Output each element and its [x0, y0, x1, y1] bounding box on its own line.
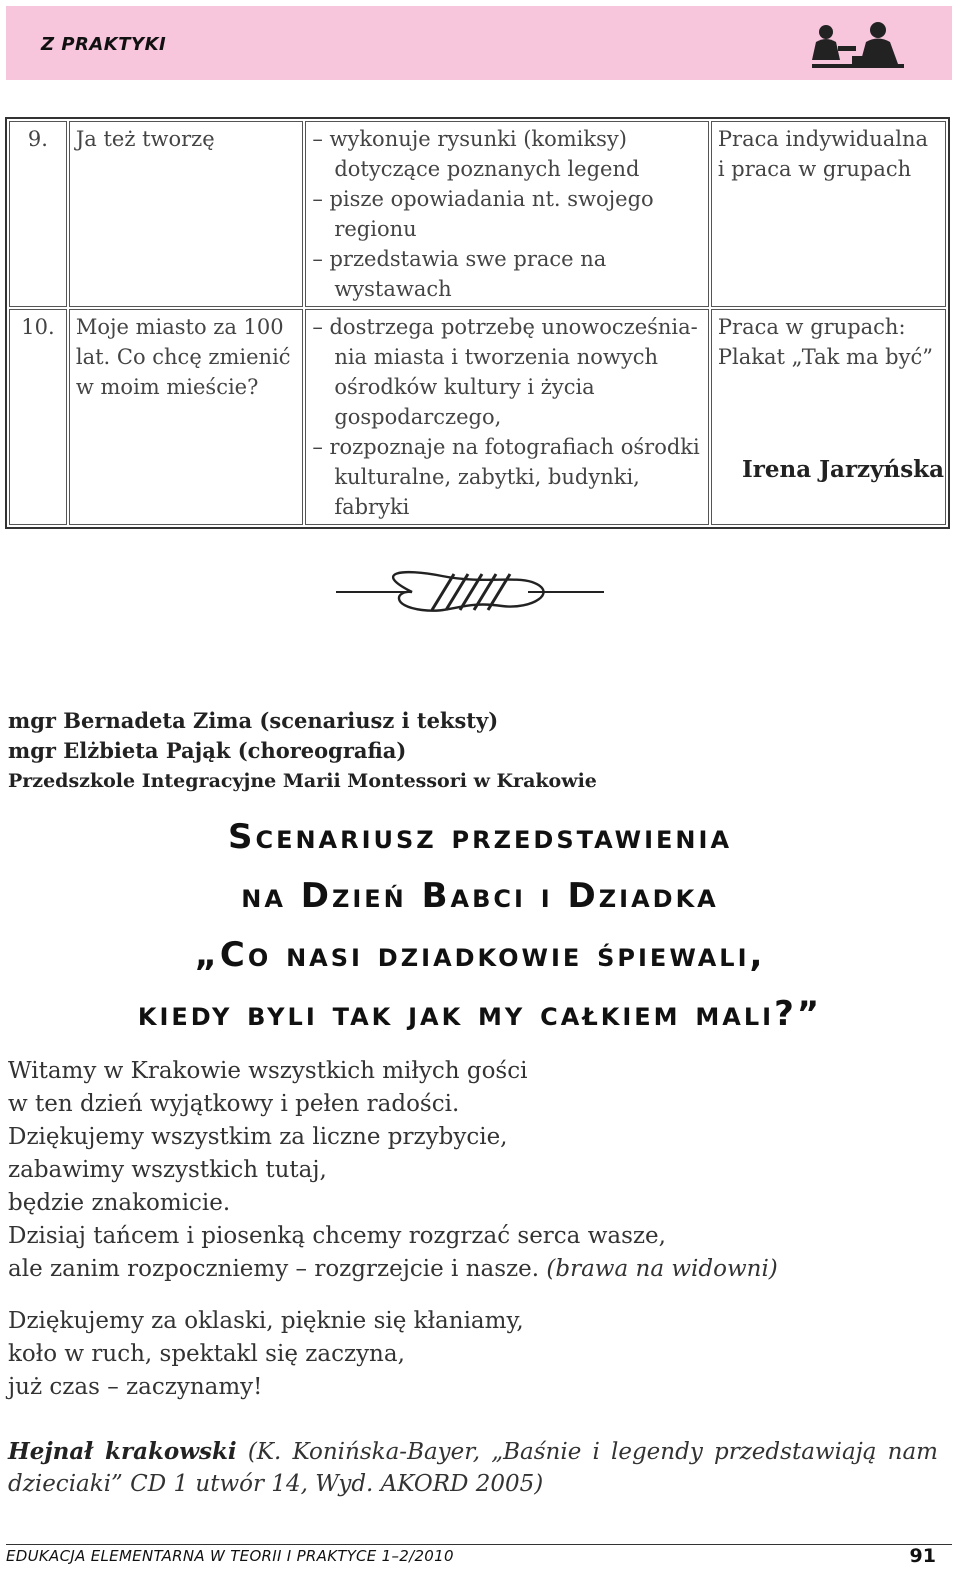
poem-line-text: ale zanim rozpoczniemy – rozgrzejcie i nasze.: [8, 1256, 540, 1282]
row-method: Praca w grupach: Plakat „Tak ma być”: [711, 309, 946, 525]
children-silhouette-icon: [808, 20, 908, 70]
title-line: na Dzień Babci i Dziadka: [241, 876, 719, 916]
skill-item: – przedstawia swe prace na wystawach: [312, 247, 607, 301]
poem-stanza-1: [8, 1055, 778, 1286]
poem-stanza-2: [8, 1305, 524, 1404]
song-reference: [8, 1436, 938, 1500]
song-title: Hejnał krakowski: [8, 1438, 237, 1465]
credit-school: Przedszkole Integracyjne Marii Montessori w Krakowie: [8, 770, 597, 792]
section-label: Z PRAKTYKI: [41, 34, 167, 55]
row-topic: Ja też tworzę: [69, 121, 303, 307]
title-line: „Co nasi dziadkowie śpiewali,: [194, 935, 766, 975]
poem-line: [8, 1253, 778, 1286]
flourish-divider-icon: [332, 566, 608, 620]
table-row: [9, 121, 946, 307]
credit-script-author: mgr Bernadeta Zima (scenariusz i teksty): [8, 708, 499, 733]
poem-line: Dziękujemy wszystkim za liczne przybycie,: [8, 1124, 508, 1150]
poem-line: Dziękujemy za oklaski, pięknie się kłaniamy,: [8, 1308, 524, 1334]
row-method: Praca indywidualna i praca w grupach: [711, 121, 946, 307]
skill-item: – dostrzega potrzebę unowocześnia-nia miasta i tworzenia nowych ośrodków kultury i życia gospodarczego,: [312, 315, 698, 429]
poem-line: zabawimy wszystkich tutaj,: [8, 1157, 327, 1183]
page-number: 91: [909, 1545, 936, 1567]
section-header-band: [6, 6, 952, 80]
table-row: [9, 309, 946, 525]
poem-line: Dzisiaj tańcem i piosenką chcemy rozgrzać serca wasze,: [8, 1223, 666, 1249]
poem-line: koło w ruch, spektakl się zaczyna,: [8, 1341, 405, 1367]
poem-line: Witamy w Krakowie wszystkich miłych gości: [8, 1058, 528, 1084]
poem-line: już czas – zaczynamy!: [8, 1374, 263, 1400]
skill-item: – rozpoznaje na fotografiach ośrodki kulturalne, zabytki, budynki, fabryki: [312, 435, 700, 519]
title-line: kiedy byli tak jak my całkiem mali?”: [137, 994, 823, 1034]
row-topic: Moje miasto za 100 lat. Co chcę zmienić w moim mieście?: [69, 309, 303, 525]
credit-choreography: mgr Elżbieta Pająk (choreografia): [8, 738, 407, 763]
row-skills: [305, 309, 709, 525]
title-line: Scenariusz przedstawienia: [227, 817, 733, 857]
footer-rule: [6, 1544, 952, 1545]
row-number: 10.: [9, 309, 67, 525]
author-signature: Irena Jarzyńska: [742, 456, 944, 483]
row-number: 9.: [9, 121, 67, 307]
skill-item: – wykonuje rysunki (komiksy) dotyczące poznanych legend: [312, 127, 640, 181]
credits-block: [8, 706, 597, 796]
journal-title: EDUKACJA ELEMENTARNA W TEORII I PRAKTYCE 1–2/2010: [6, 1547, 454, 1565]
scenario-title: [0, 808, 960, 1044]
row-skills: [305, 121, 709, 307]
stage-direction: (brawa na widowni): [546, 1256, 778, 1282]
poem-line: w ten dzień wyjątkowy i pełen radości.: [8, 1091, 460, 1117]
song-source: (K. Konińska-Bayer, „Baśnie i legendy przedstawiają nam dzieciaki” CD 1 utwór 14, Wyd. AKORD 2005): [8, 1439, 938, 1497]
skill-item: – pisze opowiadania nt. swojego regionu: [312, 187, 654, 241]
poem-line: będzie znakomicie.: [8, 1190, 231, 1216]
